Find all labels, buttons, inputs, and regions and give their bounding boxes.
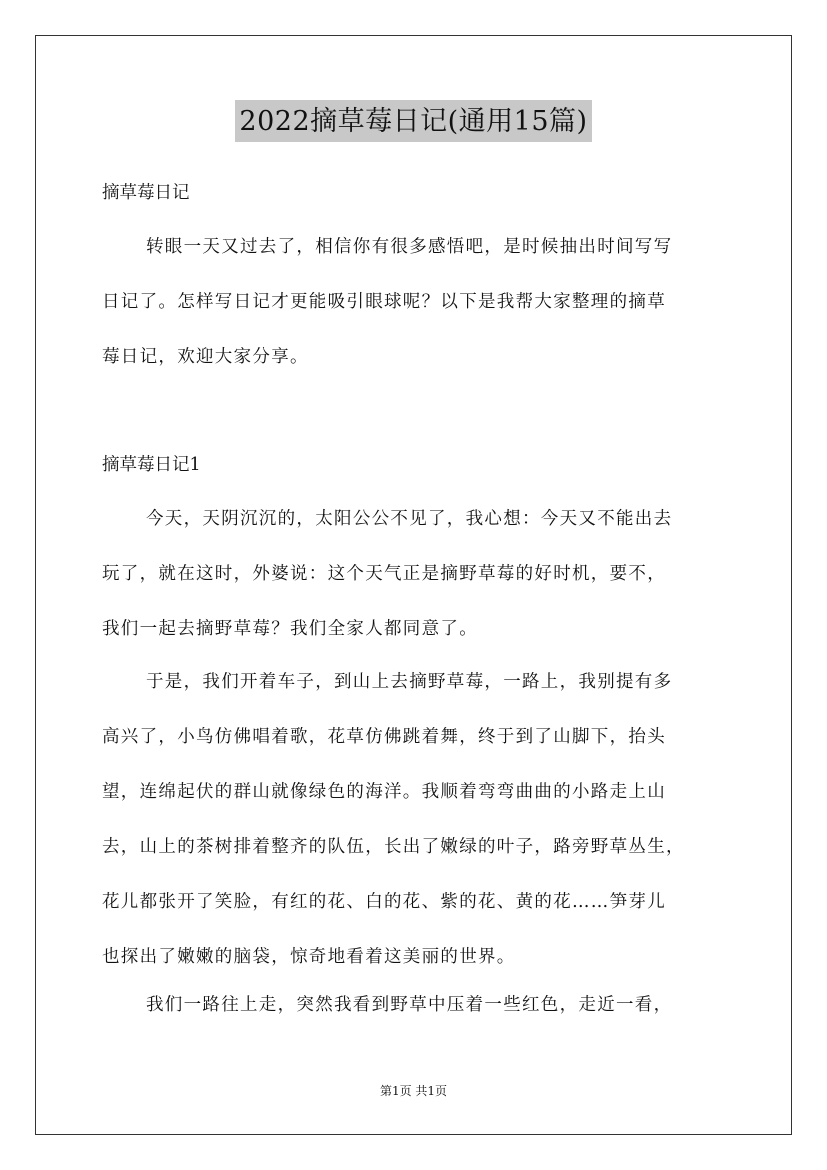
paragraph-line: 莓日记，欢迎大家分享。 — [102, 347, 309, 367]
paragraph-line: 今天，天阴沉沉的，太阳公公不见了，我心想：今天又不能出去 — [146, 509, 673, 529]
paragraph-line: 我们一起去摘野草莓？我们全家人都同意了。 — [102, 619, 478, 639]
paragraph-line: 也探出了嫩嫩的脑袋，惊奇地看着这美丽的世界。 — [102, 947, 516, 967]
paragraph-line: 转眼一天又过去了，相信你有很多感悟吧，是时候抽出时间写写 — [146, 237, 673, 257]
document-title: 2022摘草莓日记(通用15篇) — [235, 100, 591, 142]
title-container — [0, 100, 827, 142]
intro-paragraph — [102, 220, 742, 385]
paragraph-line: 望，连绵起伏的群山就像绿色的海洋。我顺着弯弯曲曲的小路走上山 — [102, 782, 666, 802]
paragraph-line: 玩了，就在这时，外婆说：这个天气正是摘野草莓的好时机，要不， — [102, 564, 666, 584]
paragraph-line: 于是，我们开着车子，到山上去摘野草莓，一路上，我别提有多 — [146, 672, 673, 692]
section1-paragraph-1 — [102, 492, 742, 657]
paragraph-line: 日记了。怎样写日记才更能吸引眼球呢？以下是我帮大家整理的摘草 — [102, 292, 666, 312]
paragraph-line: 花儿都张开了笑脸，有红的花、白的花、紫的花、黄的花……笋芽儿 — [102, 892, 666, 912]
section1-paragraph-2 — [102, 655, 742, 985]
paragraph-line: 高兴了，小鸟仿佛唱着歌，花草仿佛跳着舞，终于到了山脚下，抬头 — [102, 727, 666, 747]
paragraph-line: 去，山上的茶树排着整齐的队伍，长出了嫩绿的叶子，路旁野草丛生， — [102, 837, 685, 857]
section1-heading: 摘草莓日记1 — [102, 455, 201, 475]
page-footer: 第1页 共1页 — [379, 1084, 448, 1098]
paragraph-line: 我们一路往上走，突然我看到野草中压着一些红色，走近一看， — [146, 995, 673, 1015]
section1-paragraph-3 — [102, 978, 742, 1033]
intro-heading: 摘草莓日记 — [102, 183, 190, 203]
